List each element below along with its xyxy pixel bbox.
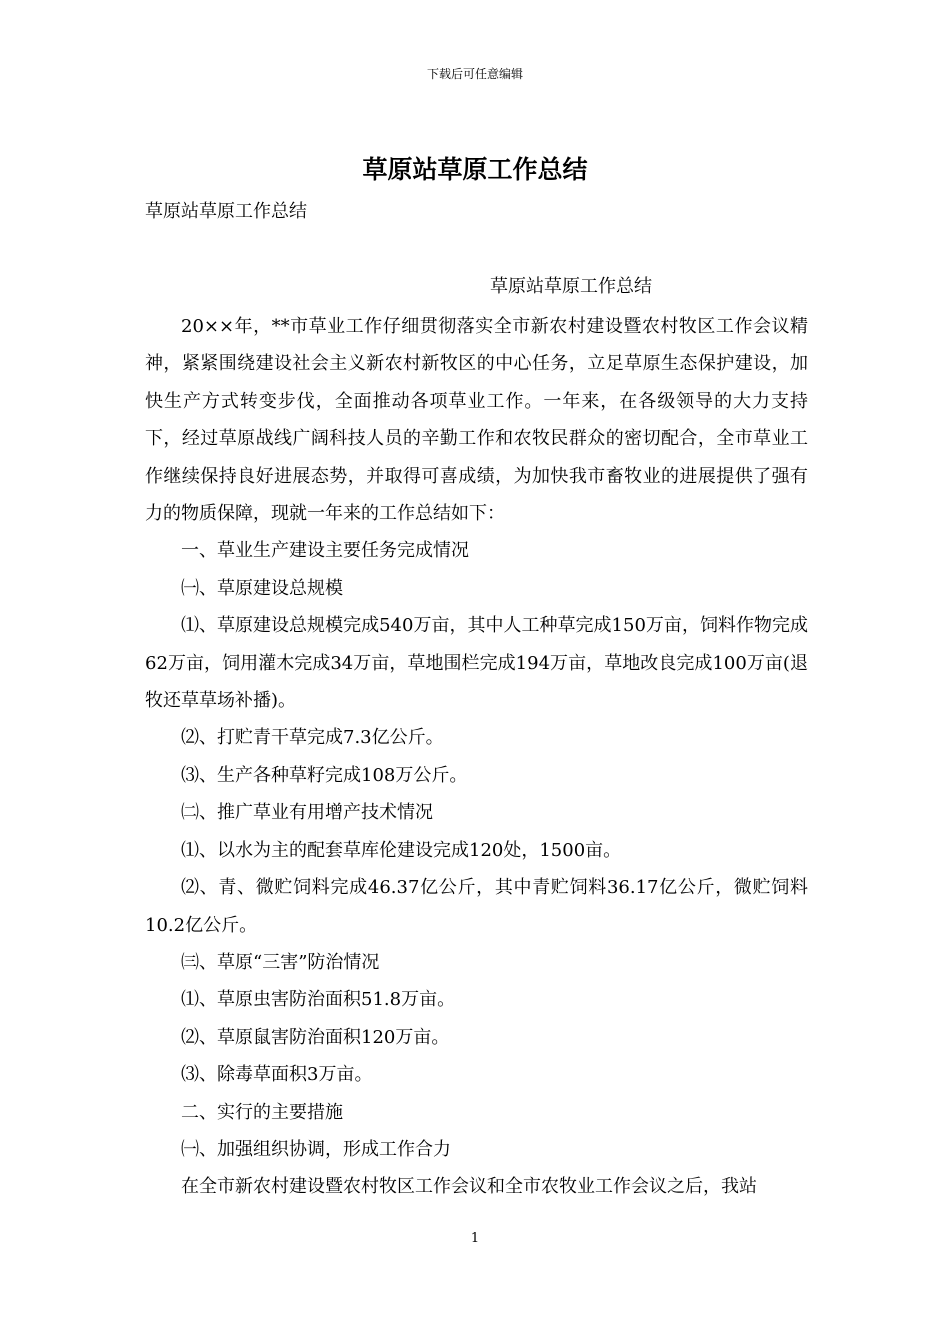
section-heading-2: 二、实行的主要措施 bbox=[181, 1101, 343, 1123]
body-paragraph: 在全市新农村建设暨农村牧区工作会议和全市农牧业工作会议之后，我站 bbox=[181, 1176, 757, 1198]
list-item: ⑶、除毒草面积3万亩。 bbox=[181, 1064, 373, 1086]
list-item: ⑶、生产各种草籽完成108万公斤。 bbox=[181, 764, 468, 786]
subsection-heading: ㈢、草原“三害”防治情况 bbox=[181, 951, 380, 973]
page-number: 1 bbox=[470, 1231, 480, 1246]
list-item: ⑵、青、微贮饲料完成46.37亿公斤，其中青贮饲料36.17亿公斤，微贮饲料10.2亿公斤。 bbox=[145, 877, 808, 936]
section-title: 草原站草原工作总结 bbox=[490, 276, 652, 297]
list-item: ⑴、草原建设总规模完成540万亩，其中人工种草完成150万亩，饲料作物完成62万亩，饲用灌木完成34万亩，草地围栏完成194万亩，草地改良完成100万亩(退牧还草草场补播)。 bbox=[145, 615, 808, 712]
subsection-heading: ㈠、加强组织协调，形成工作合力 bbox=[181, 1138, 451, 1160]
subsection-heading: ㈡、推广草业有用增产技术情况 bbox=[181, 802, 433, 824]
list-item: ⑴、以水为主的配套草库伦建设完成120处，1500亩。 bbox=[181, 839, 622, 861]
section-heading-1: 一、草业生产建设主要任务完成情况 bbox=[181, 540, 469, 562]
list-item: ⑵、草原鼠害防治面积120万亩。 bbox=[181, 1026, 450, 1048]
page-header: 下载后可任意编辑 bbox=[426, 67, 523, 81]
document-subtitle: 草原站草原工作总结 bbox=[145, 201, 307, 222]
document-body bbox=[145, 308, 808, 1206]
list-item: ⑴、草原虫害防治面积51.8万亩。 bbox=[181, 989, 456, 1011]
subsection-heading: ㈠、草原建设总规模 bbox=[181, 577, 343, 599]
document-title: 草原站草原工作总结 bbox=[362, 155, 588, 184]
list-item: ⑵、打贮青干草完成7.3亿公斤。 bbox=[181, 727, 444, 749]
intro-paragraph: 20××年，**市草业工作仔细贯彻落实全市新农村建设暨农村牧区工作会议精神，紧紧围绕建设社会主义新农村新牧区的中心任务，立足草原生态保护建设，加快生产方式转变步伐，全面推动各项草业工作。一年来，在各级领导的大力支持下，经过草原战线广阔科技人员的辛勤工作和农牧民群众的密切配合，全市草业工作继续保持良好进展态势，并取得可喜成绩，为加快我市畜牧业的进展提供了强有力的物质保障，现就一年来的工作总结如下： bbox=[145, 316, 808, 525]
